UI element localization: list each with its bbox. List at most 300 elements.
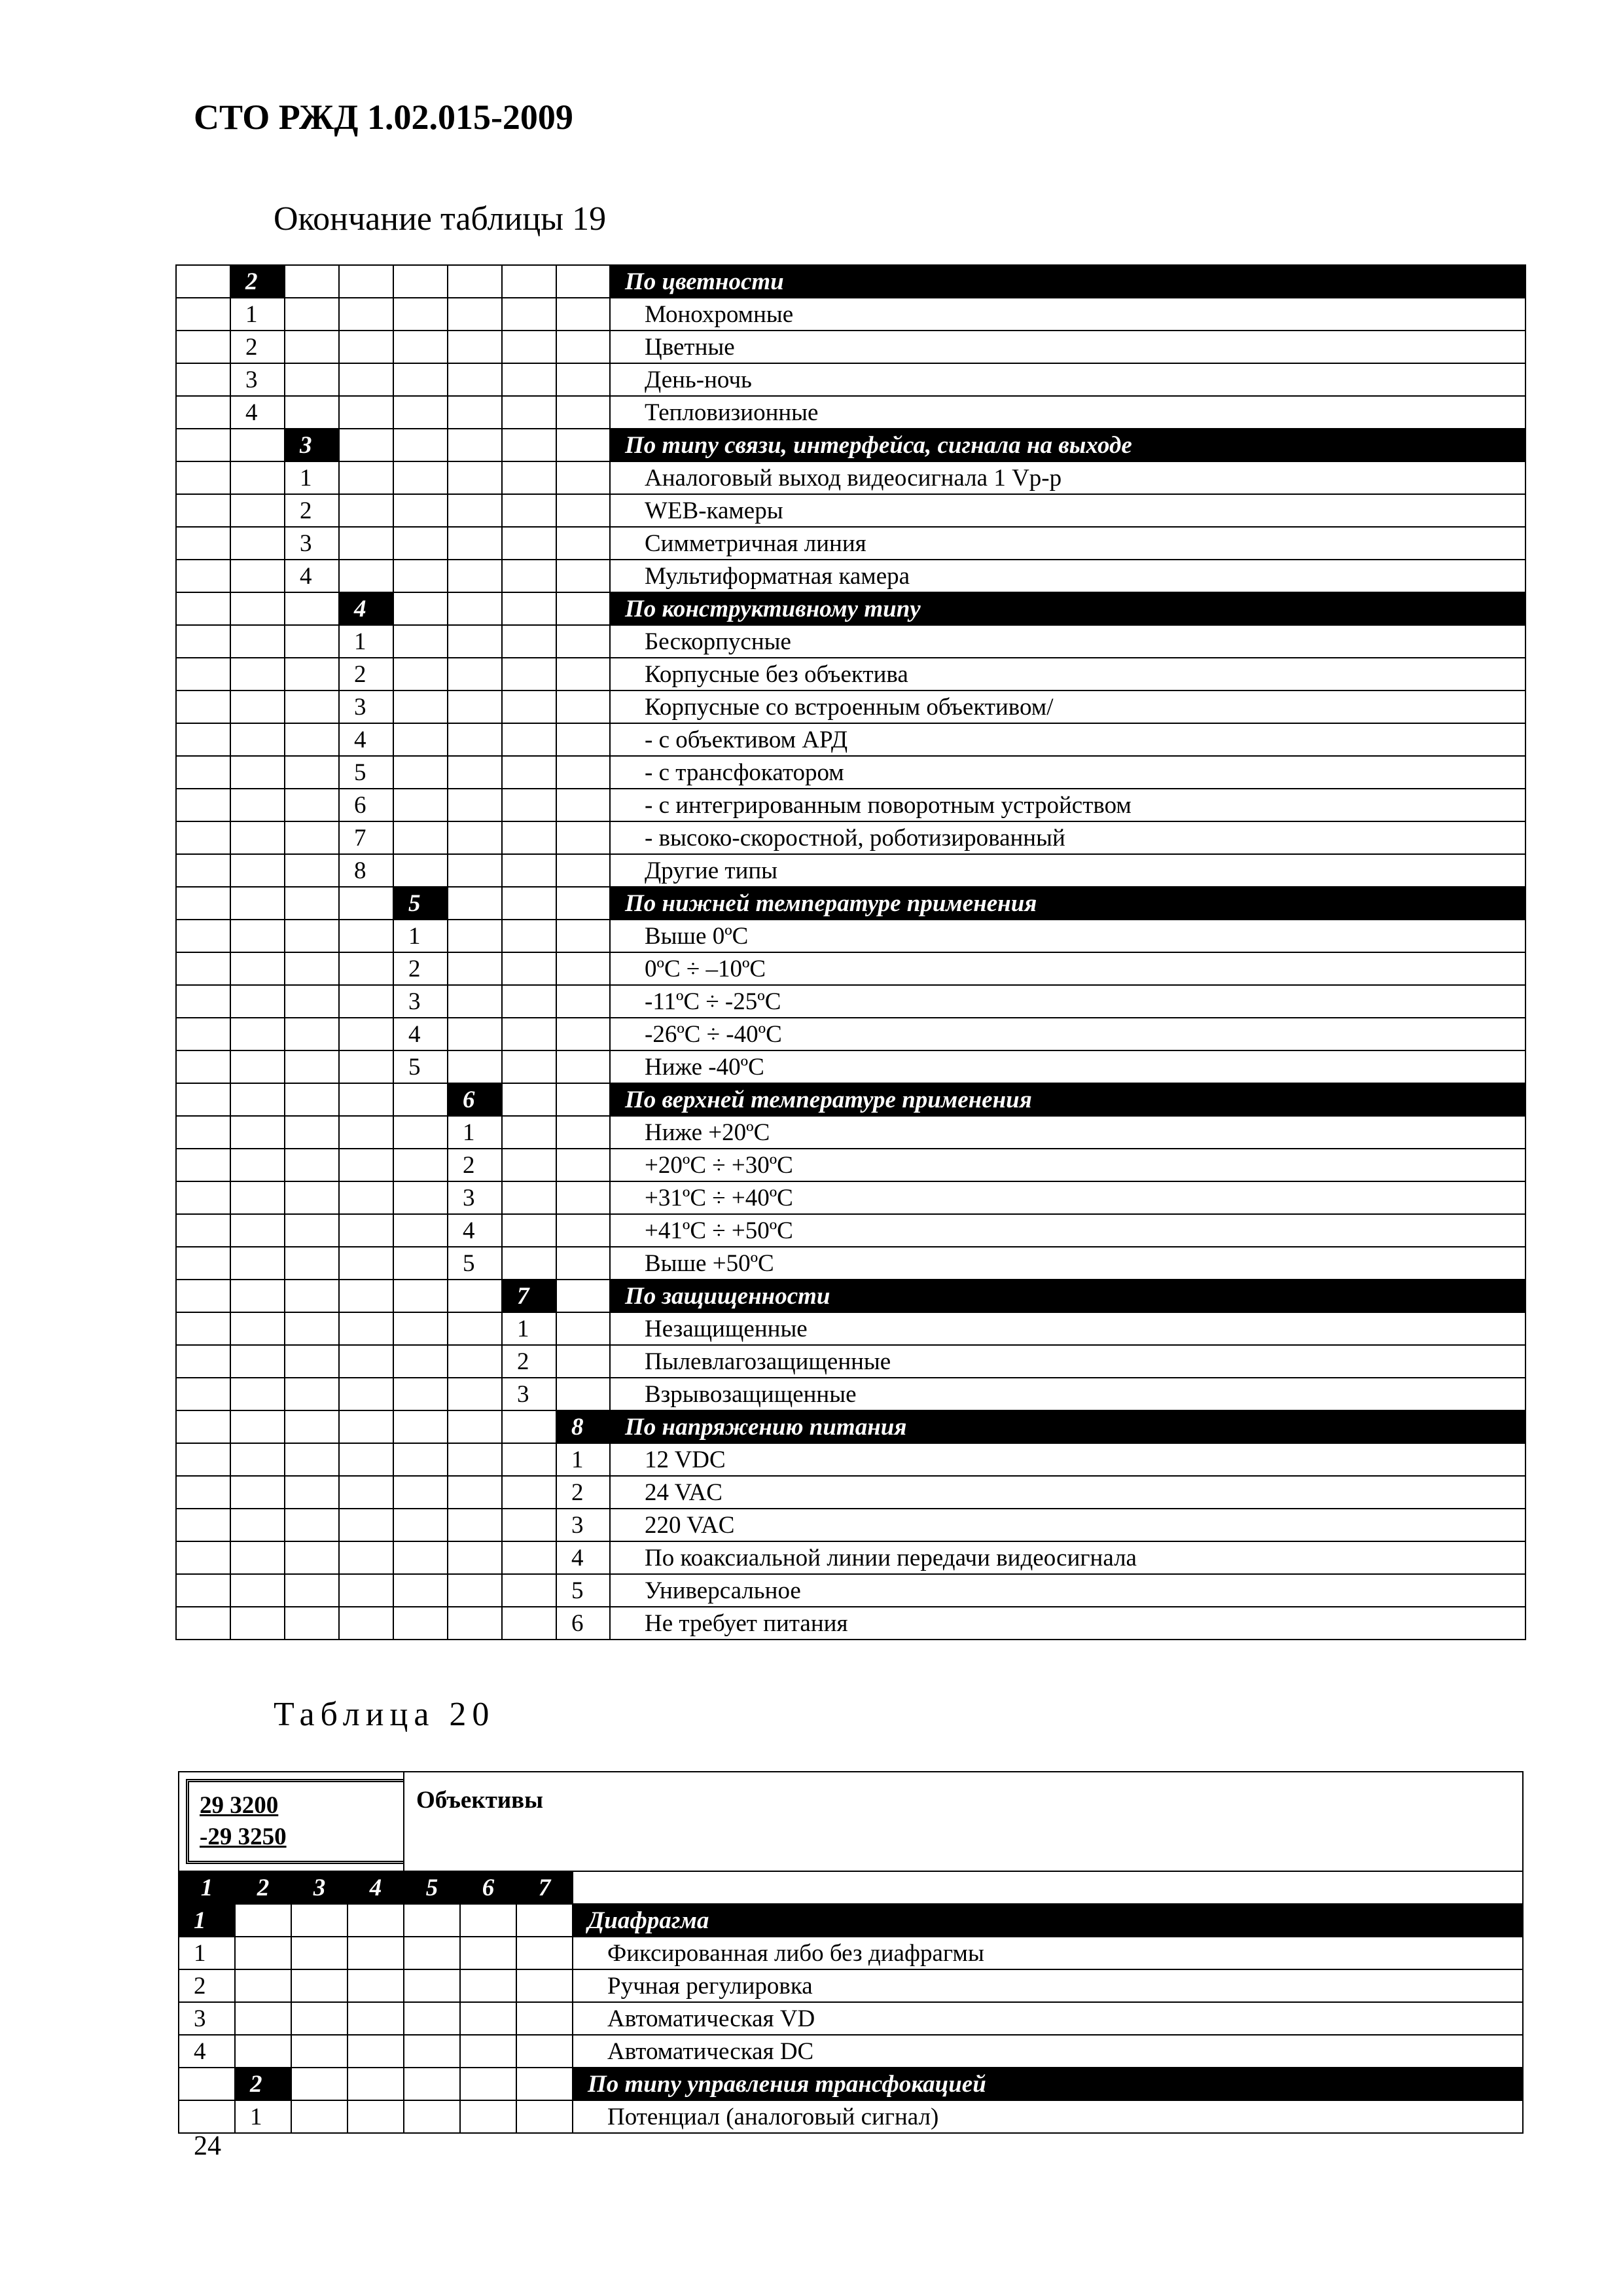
empty-cell [393, 331, 448, 363]
empty-cell [502, 363, 556, 396]
description-cell: Ниже -40ºC [610, 1050, 1525, 1083]
empty-cell [502, 952, 556, 985]
empty-cell [230, 1247, 285, 1280]
empty-cell [176, 952, 230, 985]
table-row [176, 1214, 1525, 1247]
empty-cell [393, 625, 448, 658]
code-cell: 4 [556, 1541, 610, 1574]
empty-cell [516, 1904, 573, 1937]
empty-cell [556, 1345, 610, 1378]
empty-cell [502, 461, 556, 494]
empty-cell [176, 560, 230, 592]
empty-cell [339, 1247, 393, 1280]
empty-cell [502, 1410, 556, 1443]
empty-cell [393, 1410, 448, 1443]
empty-cell [235, 1904, 291, 1937]
empty-cell [393, 789, 448, 821]
table-row [176, 1247, 1525, 1280]
code-cell: 1 [556, 1443, 610, 1476]
empty-cell [285, 331, 339, 363]
empty-cell [176, 756, 230, 789]
empty-cell [448, 429, 502, 461]
empty-cell [176, 1410, 230, 1443]
code-cell: 3 [285, 527, 339, 560]
table-row [176, 1607, 1525, 1640]
empty-cell [556, 1181, 610, 1214]
empty-cell [448, 1050, 502, 1083]
code-cell: 5 [556, 1574, 610, 1607]
empty-cell [393, 1083, 448, 1116]
section-title: По типу связи, интерфейса, сигнала на выходе [610, 429, 1525, 461]
table-row [176, 952, 1525, 985]
empty-cell [393, 363, 448, 396]
empty-cell [285, 854, 339, 887]
empty-cell [448, 1509, 502, 1541]
empty-cell [556, 887, 610, 920]
column-number-row [179, 1871, 1523, 1904]
section-title: Диафрагма [573, 1904, 1523, 1937]
empty-cell [502, 1509, 556, 1541]
description-cell: WEB-камеры [610, 494, 1525, 527]
empty-cell [348, 1937, 404, 1969]
empty-cell [448, 1312, 502, 1345]
empty-cell [502, 854, 556, 887]
description-cell: Корпусные со встроенным объективом/ [610, 691, 1525, 723]
table20 [178, 1771, 1524, 2134]
empty-cell [339, 952, 393, 985]
section-header-row [176, 1083, 1525, 1116]
empty-cell [393, 723, 448, 756]
empty-cell [393, 1443, 448, 1476]
section-header-row [176, 1280, 1525, 1312]
empty-cell [176, 691, 230, 723]
empty-cell [285, 920, 339, 952]
empty-cell [285, 363, 339, 396]
section-title: По нижней температуре применения [610, 887, 1525, 920]
empty-cell [502, 298, 556, 331]
empty-cell [291, 1969, 348, 2002]
section-header-row [179, 2068, 1523, 2100]
empty-cell [448, 331, 502, 363]
table-row [176, 723, 1525, 756]
empty-cell [404, 1904, 460, 1937]
empty-cell [285, 1018, 339, 1050]
empty-cell [556, 1018, 610, 1050]
empty-cell [285, 691, 339, 723]
empty-cell [393, 1541, 448, 1574]
empty-cell [448, 1476, 502, 1509]
empty-cell [339, 560, 393, 592]
description-cell: Фиксированная либо без диафрагмы [573, 1937, 1523, 1969]
empty-cell [460, 1937, 516, 1969]
empty-cell [179, 2068, 235, 2100]
empty-cell [291, 2068, 348, 2100]
empty-cell [448, 298, 502, 331]
empty-cell [285, 396, 339, 429]
table-row [176, 789, 1525, 821]
description-cell: Потенциал (аналоговый сигнал) [573, 2100, 1523, 2133]
empty-cell [393, 691, 448, 723]
empty-cell [230, 1214, 285, 1247]
empty-cell [448, 1574, 502, 1607]
empty-cell [230, 1410, 285, 1443]
empty-cell [393, 396, 448, 429]
empty-cell [339, 1574, 393, 1607]
empty-cell [460, 1904, 516, 1937]
empty-cell [502, 789, 556, 821]
empty-cell [556, 756, 610, 789]
code-cell: 1 [393, 920, 448, 952]
code-cell: 2 [230, 331, 285, 363]
empty-cell [230, 1280, 285, 1312]
empty-cell [502, 1247, 556, 1280]
empty-cell [448, 691, 502, 723]
empty-cell [176, 429, 230, 461]
empty-cell [230, 494, 285, 527]
table-row [176, 1312, 1525, 1345]
empty-cell [502, 429, 556, 461]
empty-cell [502, 756, 556, 789]
empty-cell [460, 2068, 516, 2100]
empty-cell [230, 1181, 285, 1214]
empty-cell [393, 494, 448, 527]
empty-cell [179, 2100, 235, 2133]
description-cell: Симметричная линия [610, 527, 1525, 560]
column-number: 4 [348, 1871, 404, 1904]
empty-cell [448, 461, 502, 494]
empty-cell [230, 1509, 285, 1541]
table20-header-row [179, 1772, 1523, 1871]
empty-cell [230, 1607, 285, 1640]
section-title: По типу управления трансфокацией [573, 2068, 1523, 2100]
table-row [176, 1378, 1525, 1410]
empty-cell [176, 1214, 230, 1247]
empty-cell [393, 1181, 448, 1214]
code-cell: 3 [230, 363, 285, 396]
empty-cell [448, 592, 502, 625]
description-cell: 0ºC ÷ –10ºC [610, 952, 1525, 985]
code-cell: 4 [339, 592, 393, 625]
empty-cell [516, 2100, 573, 2133]
empty-cell [556, 789, 610, 821]
description-cell: Мультиформатная камера [610, 560, 1525, 592]
empty-cell [230, 691, 285, 723]
empty-cell [448, 396, 502, 429]
empty-cell [285, 1574, 339, 1607]
empty-cell [393, 560, 448, 592]
empty-cell [448, 920, 502, 952]
table-row [176, 461, 1525, 494]
code-range-start: 29 3200 [200, 1792, 279, 1819]
empty-cell [393, 1476, 448, 1509]
empty-cell [235, 2002, 291, 2035]
empty-cell [556, 1214, 610, 1247]
table19 [175, 264, 1526, 1640]
empty-cell [285, 1247, 339, 1280]
empty-cell [393, 658, 448, 691]
empty-cell [502, 1116, 556, 1149]
empty-cell [285, 1214, 339, 1247]
empty-cell [176, 854, 230, 887]
column-number: 1 [179, 1871, 235, 1904]
empty-cell [230, 1476, 285, 1509]
table-row [179, 2035, 1523, 2068]
empty-cell [348, 2035, 404, 2068]
empty-cell [556, 265, 610, 298]
table-row [179, 1937, 1523, 1969]
empty-cell [176, 723, 230, 756]
empty-cell [556, 1312, 610, 1345]
empty-cell [404, 2002, 460, 2035]
empty-cell [556, 658, 610, 691]
empty-cell [404, 1937, 460, 1969]
empty-cell [502, 560, 556, 592]
empty-cell [285, 658, 339, 691]
empty-cell [285, 1116, 339, 1149]
table-row [176, 920, 1525, 952]
table-row [176, 1181, 1525, 1214]
empty-cell [448, 1541, 502, 1574]
empty-cell [176, 461, 230, 494]
empty-cell [393, 527, 448, 560]
empty-cell [176, 887, 230, 920]
empty-cell [393, 1345, 448, 1378]
code-cell: 1 [285, 461, 339, 494]
description-cell: Универсальное [610, 1574, 1525, 1607]
code-cell: 2 [339, 658, 393, 691]
code-cell: 1 [230, 298, 285, 331]
code-cell: 8 [339, 854, 393, 887]
description-cell: Пылевлагозащищенные [610, 1345, 1525, 1378]
empty-cell [393, 1574, 448, 1607]
empty-cell [502, 1476, 556, 1509]
empty-cell [285, 1312, 339, 1345]
empty-cell [502, 592, 556, 625]
empty-cell [230, 429, 285, 461]
empty-cell [448, 723, 502, 756]
code-range-box [186, 1779, 404, 1864]
empty-cell [176, 658, 230, 691]
empty-cell [285, 1149, 339, 1181]
code-cell: 5 [339, 756, 393, 789]
code-cell: 4 [230, 396, 285, 429]
empty-cell [556, 1280, 610, 1312]
empty-cell [556, 1149, 610, 1181]
code-cell: 3 [285, 429, 339, 461]
empty-cell [556, 429, 610, 461]
empty-cell [393, 1312, 448, 1345]
description-cell: Корпусные без объектива [610, 658, 1525, 691]
empty-cell [339, 363, 393, 396]
empty-cell [448, 658, 502, 691]
section-title: По напряжению питания [610, 1410, 1525, 1443]
empty-cell [556, 560, 610, 592]
empty-cell [502, 527, 556, 560]
table20-title: Объективы [404, 1772, 1523, 1871]
code-cell: 3 [393, 985, 448, 1018]
empty-cell [448, 952, 502, 985]
empty-cell [448, 625, 502, 658]
empty-cell [448, 1410, 502, 1443]
description-cell: - высоко-скоростной, роботизированный [610, 821, 1525, 854]
table-row [176, 527, 1525, 560]
empty-cell [230, 527, 285, 560]
code-cell: 1 [235, 2100, 291, 2133]
empty-cell [393, 1509, 448, 1541]
table-row [176, 560, 1525, 592]
empty-cell [176, 821, 230, 854]
description-cell: - с объективом АРД [610, 723, 1525, 756]
column-number: 2 [235, 1871, 291, 1904]
empty-cell [230, 1050, 285, 1083]
empty-cell [285, 1181, 339, 1214]
empty-cell [339, 1181, 393, 1214]
empty-cell [448, 1280, 502, 1312]
description-cell: Монохромные [610, 298, 1525, 331]
empty-cell [230, 658, 285, 691]
section-header-row [176, 429, 1525, 461]
empty-cell [176, 265, 230, 298]
section-title: По конструктивному типу [610, 592, 1525, 625]
empty-cell [285, 723, 339, 756]
empty-cell [339, 1149, 393, 1181]
description-cell: Цветные [610, 331, 1525, 363]
empty-cell [339, 1410, 393, 1443]
empty-cell [502, 1181, 556, 1214]
empty-cell [285, 265, 339, 298]
empty-cell [339, 1280, 393, 1312]
empty-cell [230, 1345, 285, 1378]
table-row [176, 821, 1525, 854]
description-cell: По коаксиальной линии передачи видеосигнала [610, 1541, 1525, 1574]
code-cell: 1 [179, 1904, 235, 1937]
table-row [176, 1476, 1525, 1509]
empty-cell [176, 1541, 230, 1574]
empty-cell [556, 298, 610, 331]
empty-cell [502, 396, 556, 429]
description-cell: Не требует питания [610, 1607, 1525, 1640]
empty-cell [291, 2100, 348, 2133]
empty-cell [404, 2035, 460, 2068]
table-row [176, 1018, 1525, 1050]
empty-cell [556, 691, 610, 723]
empty-cell [556, 625, 610, 658]
empty-cell [285, 592, 339, 625]
description-cell: Автоматическая VD [573, 2002, 1523, 2035]
empty-cell [556, 396, 610, 429]
code-cell: 3 [448, 1181, 502, 1214]
empty-cell [230, 625, 285, 658]
table-row [176, 756, 1525, 789]
description-cell: - с трансфокатором [610, 756, 1525, 789]
empty-cell [448, 265, 502, 298]
empty-cell [230, 592, 285, 625]
empty-cell [502, 1083, 556, 1116]
description-cell: 12 VDC [610, 1443, 1525, 1476]
code-cell: 7 [502, 1280, 556, 1312]
empty-cell [339, 1312, 393, 1345]
empty-cell [176, 1607, 230, 1640]
empty-cell [573, 1871, 1523, 1904]
code-cell: 2 [393, 952, 448, 985]
description-cell: Ниже +20ºC [610, 1116, 1525, 1149]
empty-cell [556, 1050, 610, 1083]
empty-cell [448, 1018, 502, 1050]
code-cell: 5 [393, 887, 448, 920]
table-row [176, 1541, 1525, 1574]
table-row [176, 854, 1525, 887]
empty-cell [556, 920, 610, 952]
empty-cell [404, 1969, 460, 2002]
empty-cell [516, 1969, 573, 2002]
empty-cell [393, 756, 448, 789]
section-title: По верхней температуре применения [610, 1083, 1525, 1116]
empty-cell [448, 854, 502, 887]
empty-cell [393, 854, 448, 887]
empty-cell [176, 1050, 230, 1083]
empty-cell [516, 2068, 573, 2100]
empty-cell [460, 2002, 516, 2035]
empty-cell [176, 363, 230, 396]
empty-cell [176, 1443, 230, 1476]
description-cell: - с интегрированным поворотным устройством [610, 789, 1525, 821]
table20-caption: Таблица 20 [274, 1696, 495, 1733]
description-cell: Бескорпусные [610, 625, 1525, 658]
empty-cell [285, 1345, 339, 1378]
empty-cell [448, 560, 502, 592]
code-cell: 2 [230, 265, 285, 298]
empty-cell [230, 920, 285, 952]
empty-cell [230, 461, 285, 494]
empty-cell [348, 2068, 404, 2100]
empty-cell [230, 789, 285, 821]
section-header-row [176, 1410, 1525, 1443]
empty-cell [230, 1083, 285, 1116]
empty-cell [176, 592, 230, 625]
empty-cell [404, 2068, 460, 2100]
code-cell: 1 [339, 625, 393, 658]
table-row [176, 363, 1525, 396]
empty-cell [460, 1969, 516, 2002]
description-cell: Ручная регулировка [573, 1969, 1523, 2002]
empty-cell [285, 1509, 339, 1541]
empty-cell [230, 985, 285, 1018]
empty-cell [176, 1345, 230, 1378]
empty-cell [176, 1181, 230, 1214]
empty-cell [285, 789, 339, 821]
section-header-row [176, 592, 1525, 625]
empty-cell [285, 1280, 339, 1312]
table-row [176, 1574, 1525, 1607]
code-cell: 6 [448, 1083, 502, 1116]
code-cell: 2 [235, 2068, 291, 2100]
empty-cell [556, 461, 610, 494]
empty-cell [393, 1247, 448, 1280]
empty-cell [285, 1378, 339, 1410]
empty-cell [448, 1607, 502, 1640]
empty-cell [176, 527, 230, 560]
empty-cell [393, 1149, 448, 1181]
empty-cell [516, 2002, 573, 2035]
table-row [176, 985, 1525, 1018]
empty-cell [339, 1083, 393, 1116]
empty-cell [339, 494, 393, 527]
empty-cell [176, 625, 230, 658]
column-number: 7 [516, 1871, 573, 1904]
table-row [176, 298, 1525, 331]
empty-cell [230, 952, 285, 985]
description-cell: Аналоговый выход видеосигнала 1 Vp-p [610, 461, 1525, 494]
